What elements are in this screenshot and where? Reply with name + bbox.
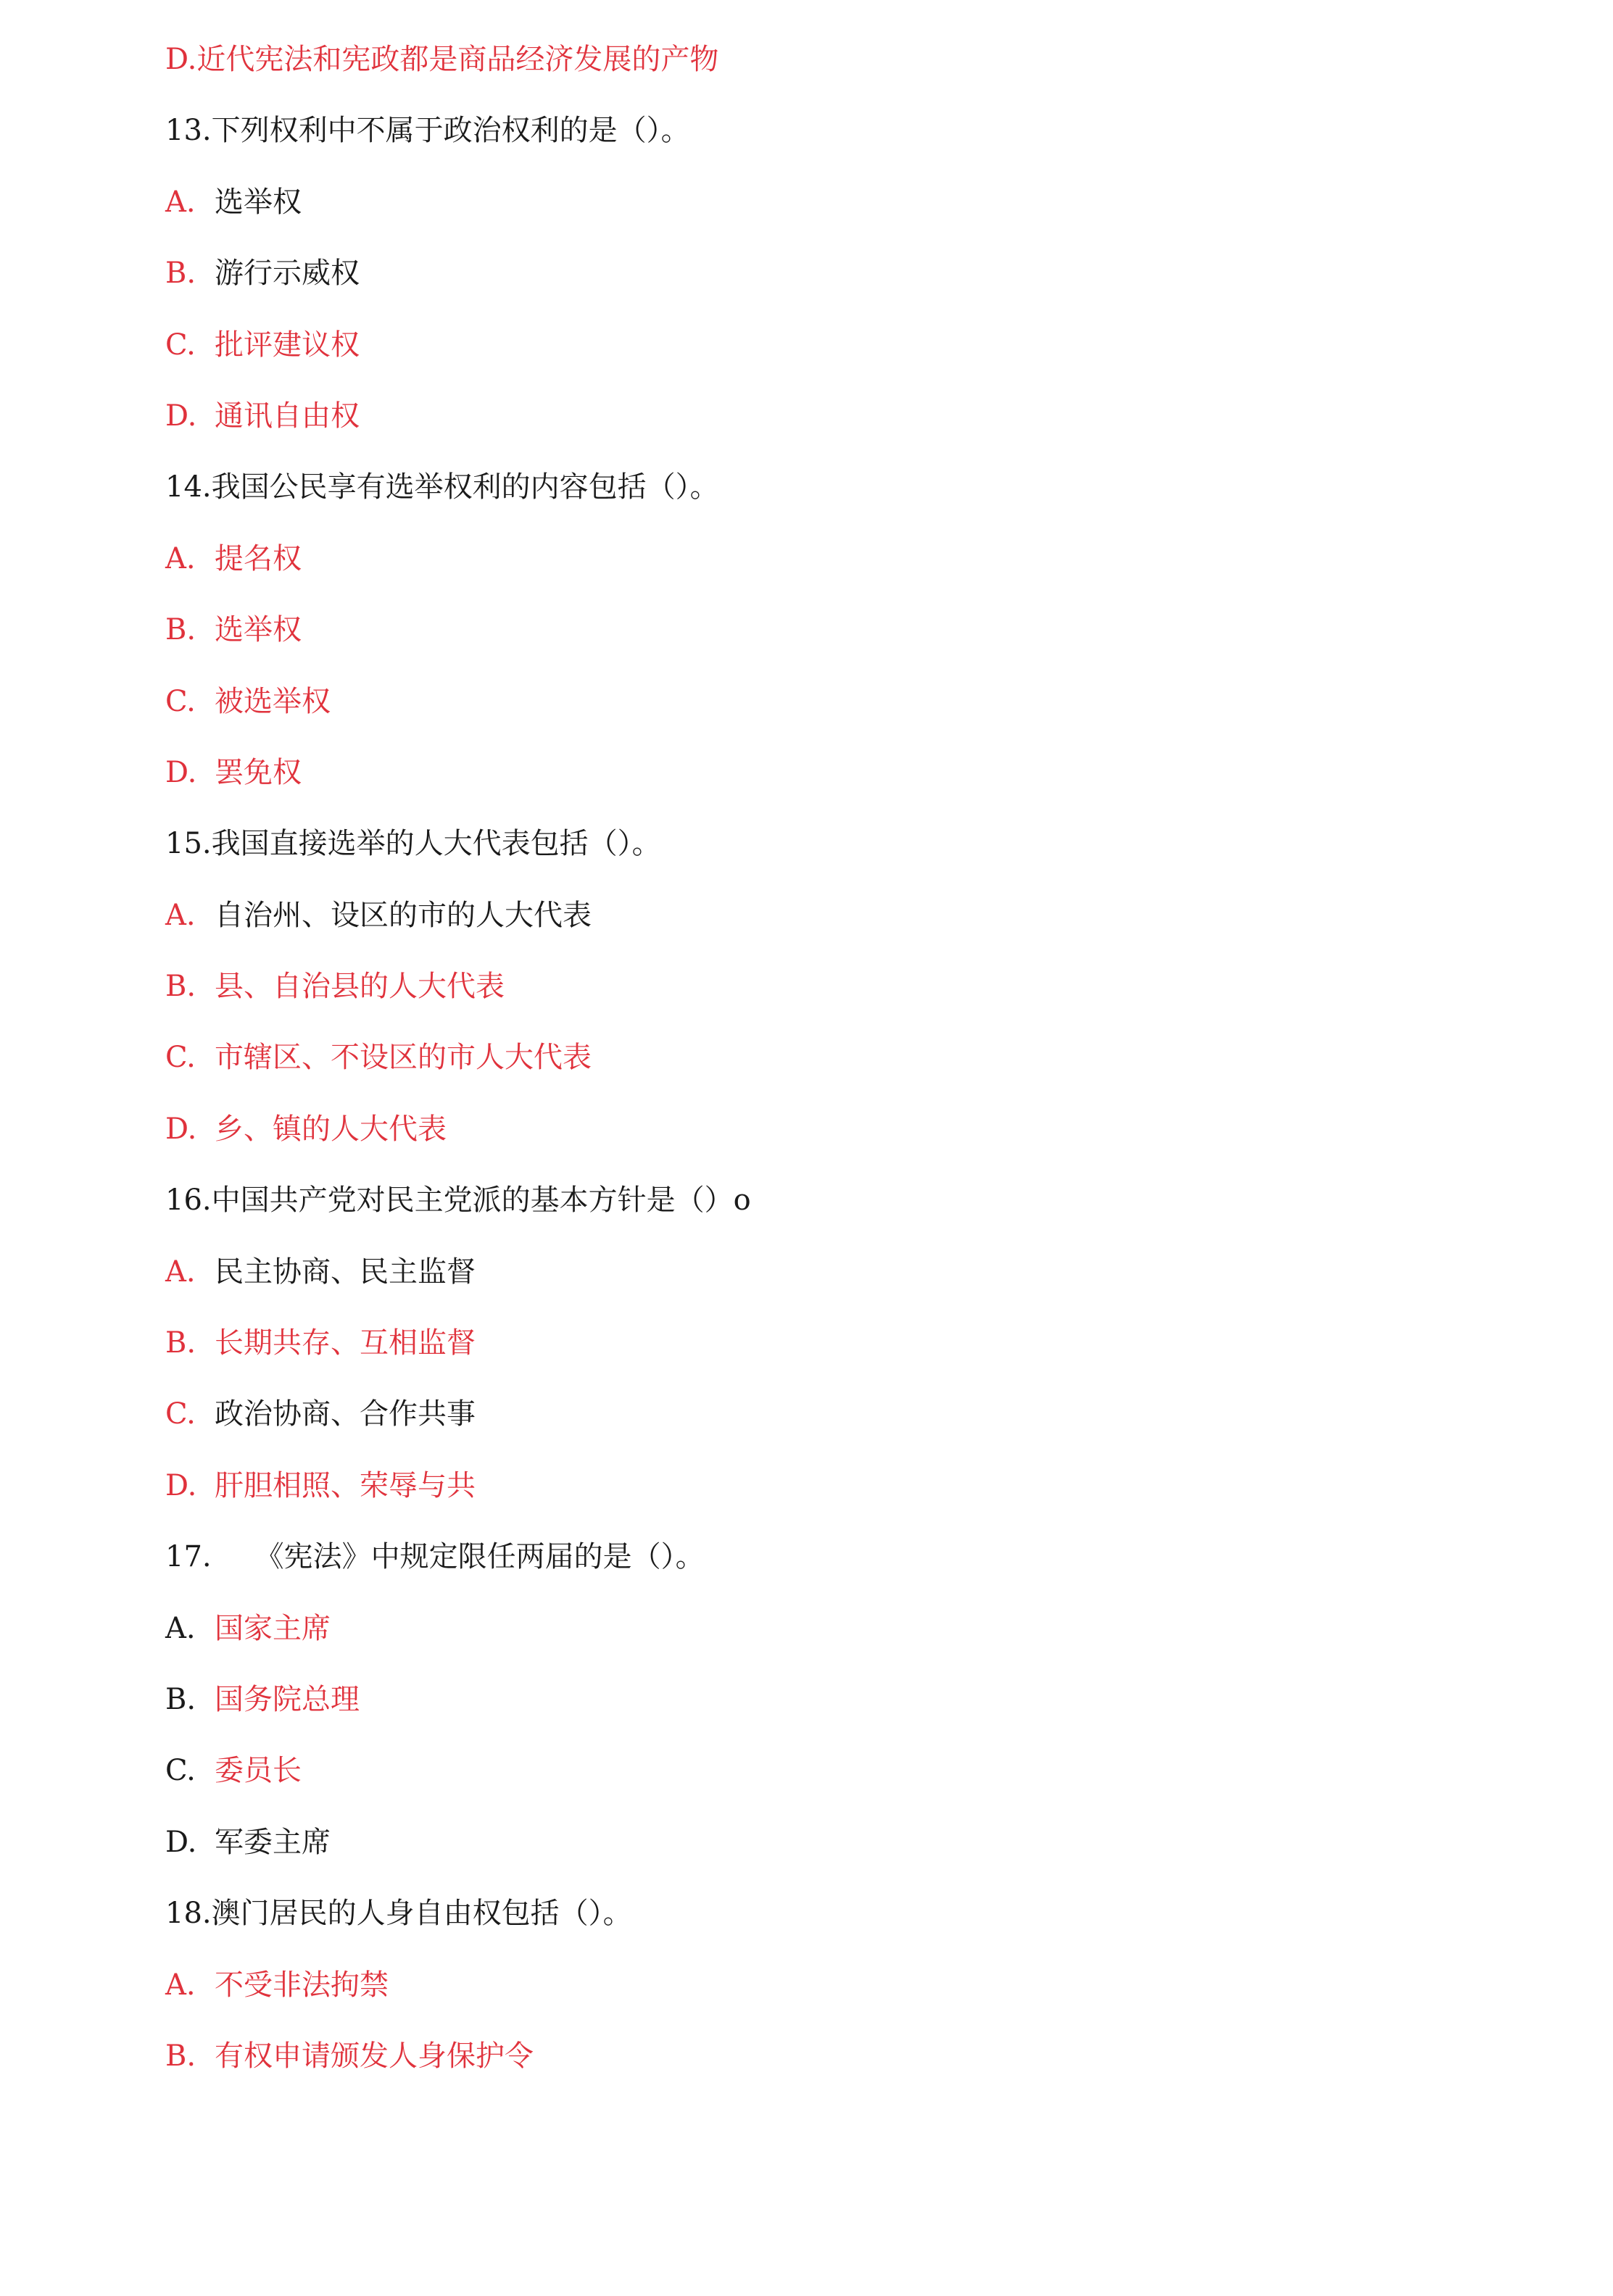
option-text: 游行示威权 [215,257,360,291]
option-letter: D. [165,399,197,433]
option-letter: D. [165,1825,197,1859]
option-item [165,1460,1543,1531]
question-text [165,1887,1543,1958]
option-text: D.近代宪法和宪政都是商品经济发展的产物 [165,43,719,76]
option-item [165,1103,1543,1174]
question-label: 16.中国共产党对民主党派的基本方针是（）o [165,1184,751,1218]
option-item [165,960,1543,1031]
option-item [165,1602,1543,1673]
option-letter: D. [165,755,197,789]
option-letter: A. [165,185,196,219]
question-label: 13.下列权利中不属于政治权利的是（）。 [165,114,690,148]
option-text: 通讯自由权 [215,399,360,433]
option-text: 罢免权 [215,755,302,789]
option-text: 市辖区、不设区的市人大代表 [215,1041,592,1075]
question-text [165,818,1543,889]
option-item [165,319,1543,390]
option-text: 选举权 [215,185,302,219]
option-item [165,1959,1543,2030]
option-letter: C. [165,1397,196,1431]
option-item [165,1388,1543,1459]
question-text [165,1531,1543,1602]
option-letter: A. [165,898,196,932]
option-letter: B. [165,1326,196,1360]
option-text: 民主协商、民主监督 [215,1255,476,1289]
option-letter: C. [165,684,196,718]
option-letter: A. [165,541,196,575]
option-letter: B. [165,1682,196,1716]
option-letter: B. [165,257,196,291]
question-text [165,1174,1543,1245]
option-letter: C. [165,1041,196,1075]
option-text: 长期共存、互相监督 [215,1326,476,1360]
option-letter: B. [165,2039,196,2073]
option-item [165,533,1543,604]
option-letter: D. [165,1112,197,1146]
option-continuation [165,33,1543,104]
option-text: 被选举权 [215,684,331,718]
option-item [165,176,1543,247]
question-text [165,104,1543,175]
option-item [165,247,1543,318]
option-item [165,746,1543,818]
question-label: 15.我国直接选举的人大代表包括（）。 [165,827,661,861]
option-text: 政治协商、合作共事 [215,1397,476,1431]
option-text: 县、自治县的人大代表 [215,970,505,1004]
option-letter: C. [165,1754,196,1788]
option-letter: C. [165,328,196,362]
option-text: 自治州、设区的市的人大代表 [215,898,592,932]
question-text [165,461,1543,532]
option-text: 有权申请颁发人身保护令 [215,2039,534,2073]
option-item [165,889,1543,960]
question-label: 14.我国公民享有选举权利的内容包括（）。 [165,470,719,504]
option-text: 乡、镇的人大代表 [215,1112,447,1146]
option-text: 国家主席 [215,1611,331,1645]
option-letter: B. [165,613,196,647]
option-item [165,675,1543,746]
option-item [165,1816,1543,1887]
option-item [165,2030,1543,2101]
question-label: 17. 《宪法》中规定限任两届的是（）。 [165,1540,705,1574]
option-item [165,390,1543,461]
option-text: 委员长 [215,1754,302,1788]
option-item [165,1317,1543,1388]
option-letter: B. [165,970,196,1004]
option-text: 选举权 [215,613,302,647]
option-letter: D. [165,1468,197,1502]
option-letter: A. [165,1255,196,1289]
option-letter: A. [165,1968,196,2002]
exam-page [165,33,1543,2101]
option-item [165,1246,1543,1317]
option-text: 肝胆相照、荣辱与共 [215,1468,476,1502]
option-item [165,604,1543,675]
option-item [165,1031,1543,1102]
question-label: 18.澳门居民的人身自由权包括（）。 [165,1897,632,1931]
option-letter: A. [165,1611,196,1645]
option-text: 军委主席 [215,1825,331,1859]
option-text: 提名权 [215,541,302,575]
option-item [165,1673,1543,1744]
option-text: 不受非法拘禁 [215,1968,389,2002]
option-text: 批评建议权 [215,328,360,362]
option-item [165,1744,1543,1815]
option-text: 国务院总理 [215,1682,360,1716]
